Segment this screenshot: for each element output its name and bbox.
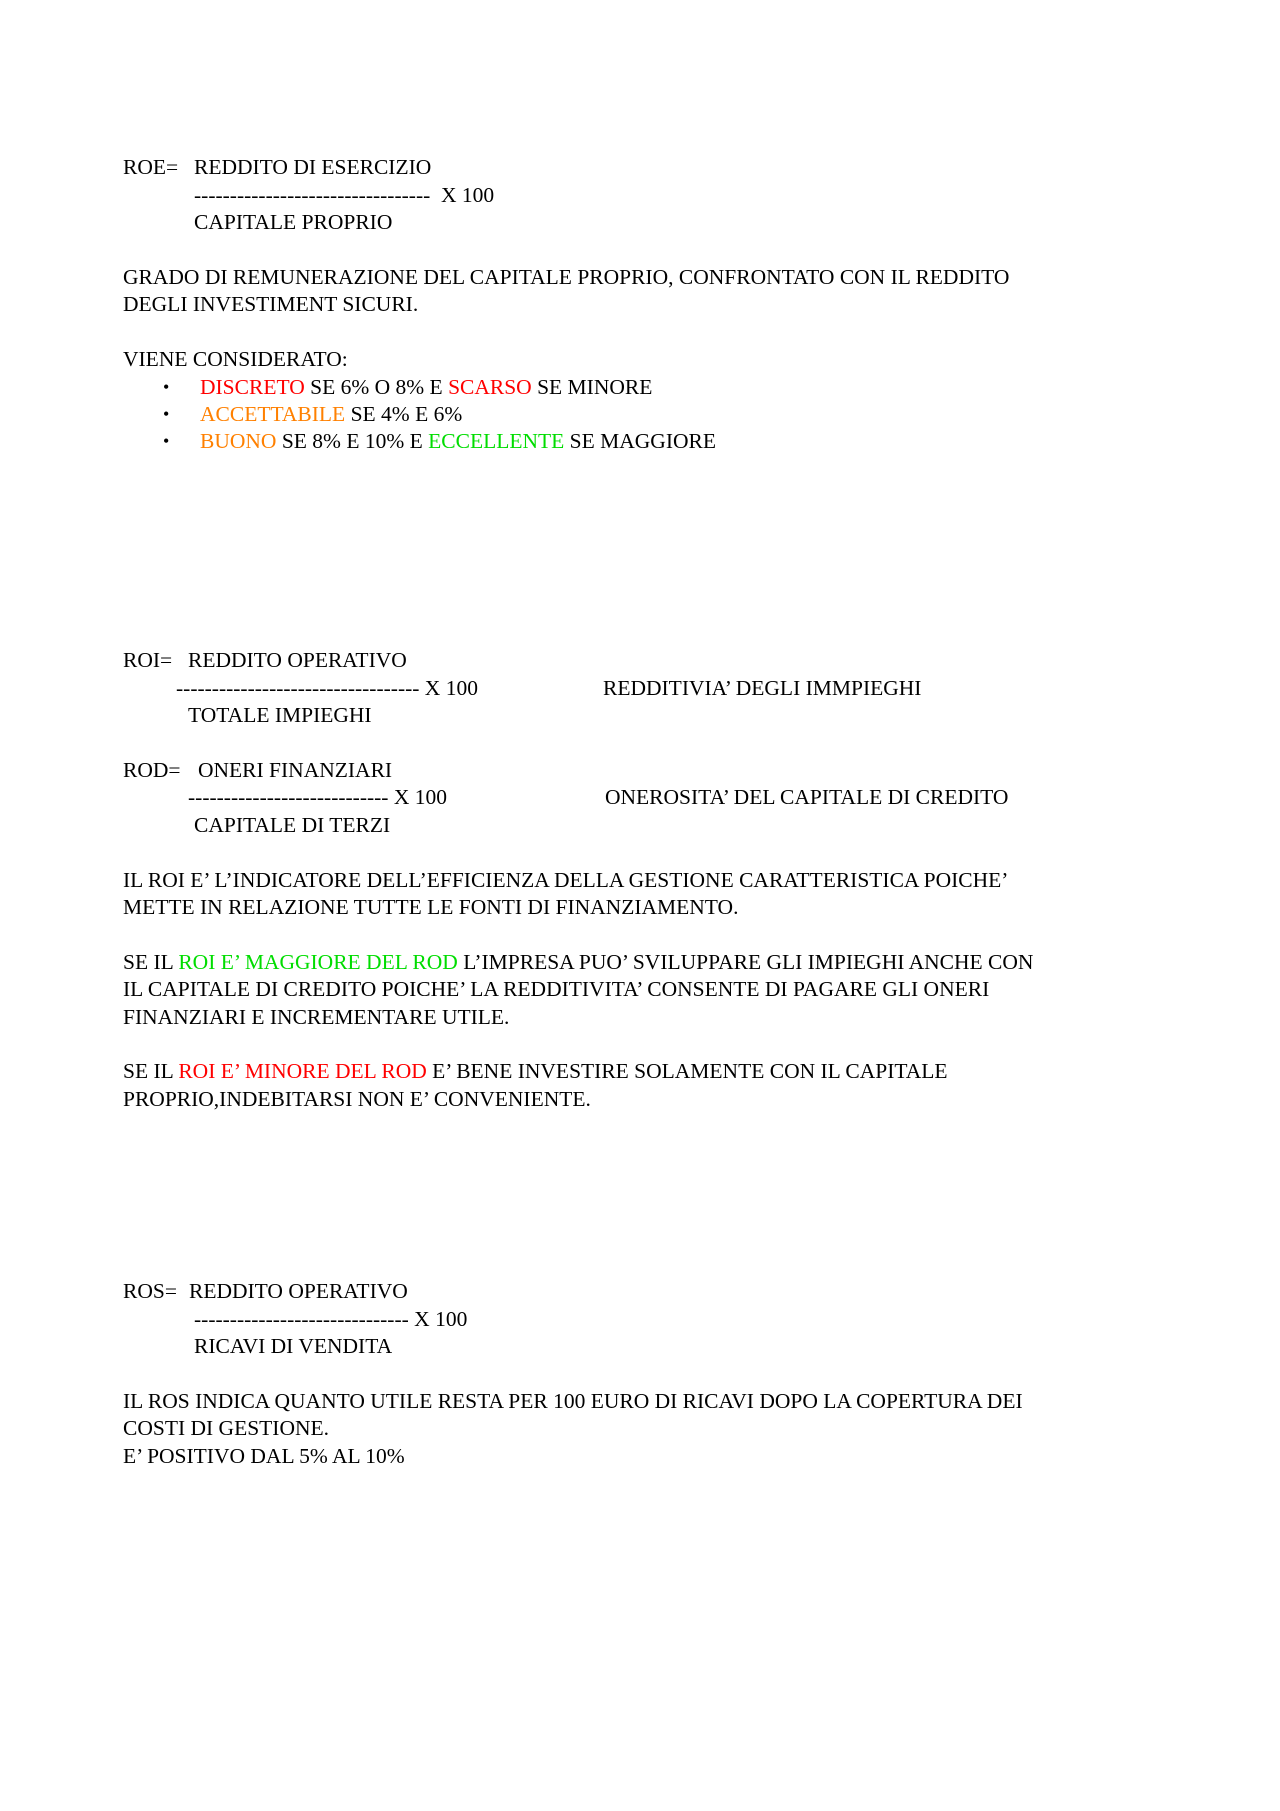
bullet-icon: • (163, 431, 170, 451)
rating-accettabile: ACCETTABILE (200, 402, 346, 426)
rating-text: SE MAGGIORE (564, 429, 716, 453)
roi-text-p3-line1 (123, 1058, 948, 1085)
ros-numerator: REDDITO OPERATIVO (189, 1279, 408, 1303)
ros-description-line2: COSTI DI GESTIONE. (123, 1416, 330, 1440)
bullet-icon: • (163, 404, 170, 424)
text-span: E’ BENE INVESTIRE SOLAMENTE CON IL CAPITALE (426, 1059, 948, 1083)
roe-numerator: REDDITO DI ESERCIZIO (194, 155, 432, 179)
roi-text-p1-line2: METTE IN RELAZIONE TUTTE LE FONTI DI FINANZIAMENTO. (123, 895, 739, 919)
ros-fraction-line: ------------------------------ X 100 (194, 1307, 468, 1331)
rod-numerator: ONERI FINANZIARI (198, 758, 393, 782)
roi-note: REDDITIVIA’ DEGLI IMMPIEGHI (603, 676, 922, 700)
roi-text-p2-line2: IL CAPITALE DI CREDITO POICHE’ LA REDDITIVITA’ CONSENTE DI PAGARE GLI ONERI (123, 977, 990, 1001)
ros-description-line1: IL ROS INDICA QUANTO UTILE RESTA PER 100 EURO DI RICAVI DOPO LA COPERTURA DEI (123, 1389, 1023, 1413)
text-span: SE IL (123, 1059, 179, 1083)
rating-buono: BUONO (200, 429, 277, 453)
rating-scarso: SCARSO (448, 375, 532, 399)
rod-fraction-line: ---------------------------- X 100 (188, 785, 447, 809)
ros-label: ROS= (123, 1279, 177, 1303)
ros-denominator: RICAVI DI VENDITA (194, 1334, 393, 1358)
roe-denominator: CAPITALE PROPRIO (194, 210, 393, 234)
roe-bullet-2 (200, 401, 462, 428)
roi-text-p2-line1 (123, 949, 1033, 976)
rating-text: SE 4% E 6% (345, 402, 463, 426)
text-span: L’IMPRESA PUO’ SVILUPPARE GLI IMPIEGHI ANCHE CON (457, 950, 1034, 974)
roi-text-p1-line1: IL ROI E’ L’INDICATORE DELL’EFFICIENZA DELLA GESTIONE CARATTERISTICA POICHE’ (123, 868, 1009, 892)
bullet-icon: • (163, 377, 170, 397)
roi-text-p3-line2: PROPRIO,INDEBITARSI NON E’ CONVENIENTE. (123, 1087, 591, 1111)
roi-numerator: REDDITO OPERATIVO (188, 648, 407, 672)
roe-description-line2: DEGLI INVESTIMENT SICURI. (123, 292, 419, 316)
rating-eccellente: ECCELLENTE (428, 429, 565, 453)
roe-considered-heading: VIENE CONSIDERATO: (123, 347, 348, 371)
roe-description-line1: GRADO DI REMUNERAZIONE DEL CAPITALE PROPRIO, CONFRONTATO CON IL REDDITO (123, 265, 1010, 289)
rating-text: SE 6% O 8% E (304, 375, 449, 399)
rod-denominator: CAPITALE DI TERZI (194, 813, 391, 837)
roe-bullet-3 (200, 428, 716, 455)
rating-discreto: DISCRETO (200, 375, 305, 399)
roi-label: ROI= (123, 648, 173, 672)
roe-bullet-1 (200, 374, 652, 401)
roi-lower-highlight: ROI E’ MINORE DEL ROD (178, 1059, 427, 1083)
roe-label: ROE= (123, 155, 179, 179)
ros-description-line3: E’ POSITIVO DAL 5% AL 10% (123, 1444, 405, 1468)
rod-label: ROD= (123, 758, 181, 782)
rod-note: ONEROSITA’ DEL CAPITALE DI CREDITO (605, 785, 1009, 809)
text-span: SE IL (123, 950, 179, 974)
roi-greater-highlight: ROI E’ MAGGIORE DEL ROD (178, 950, 458, 974)
rating-text: SE MINORE (531, 375, 653, 399)
roi-text-p2-line3: FINANZIARI E INCREMENTARE UTILE. (123, 1005, 510, 1029)
roe-fraction-line: --------------------------------- X 100 (194, 183, 495, 207)
roi-fraction-line: ---------------------------------- X 100 (176, 676, 478, 700)
rating-text: SE 8% E 10% E (276, 429, 429, 453)
roi-denominator: TOTALE IMPIEGHI (188, 703, 372, 727)
